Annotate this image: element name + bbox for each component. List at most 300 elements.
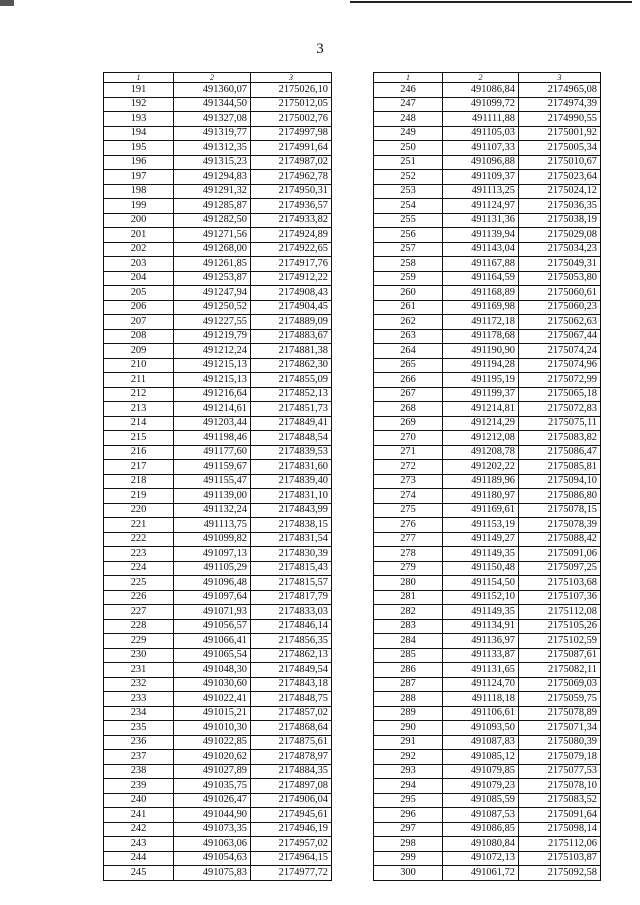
point-number-cell: 238 bbox=[104, 764, 174, 779]
point-number-cell: 254 bbox=[374, 199, 443, 214]
point-number-cell: 269 bbox=[374, 416, 443, 431]
x-coordinate-cell: 491086,84 bbox=[443, 83, 519, 98]
table-row bbox=[374, 315, 601, 330]
point-number-cell: 201 bbox=[104, 228, 174, 243]
y-coordinate-cell: 2174987,02 bbox=[251, 155, 332, 170]
point-number-cell: 296 bbox=[374, 808, 443, 823]
y-coordinate-cell: 2174848,75 bbox=[251, 692, 332, 707]
coordinates-table-left bbox=[103, 72, 332, 881]
table-row bbox=[104, 402, 332, 417]
x-coordinate-cell: 491134,91 bbox=[443, 619, 519, 634]
x-coordinate-cell: 491164,59 bbox=[443, 271, 519, 286]
y-coordinate-cell: 2174990,55 bbox=[519, 112, 601, 127]
point-number-cell: 295 bbox=[374, 793, 443, 808]
point-number-cell: 288 bbox=[374, 692, 443, 707]
y-coordinate-cell: 2174957,02 bbox=[251, 837, 332, 852]
point-number-cell: 233 bbox=[104, 692, 174, 707]
x-coordinate-cell: 491360,07 bbox=[174, 83, 251, 98]
table-row bbox=[104, 866, 332, 881]
x-coordinate-cell: 491072,13 bbox=[443, 851, 519, 866]
table-row bbox=[104, 460, 332, 475]
point-number-cell: 223 bbox=[104, 547, 174, 562]
table-row bbox=[104, 329, 332, 344]
point-number-cell: 260 bbox=[374, 286, 443, 301]
y-coordinate-cell: 2175086,47 bbox=[519, 445, 601, 460]
y-coordinate-cell: 2174838,15 bbox=[251, 518, 332, 533]
y-coordinate-cell: 2174883,67 bbox=[251, 329, 332, 344]
point-number-cell: 280 bbox=[374, 576, 443, 591]
y-coordinate-cell: 2175071,34 bbox=[519, 721, 601, 736]
point-number-cell: 203 bbox=[104, 257, 174, 272]
y-coordinate-cell: 2174831,60 bbox=[251, 460, 332, 475]
table-row bbox=[374, 503, 601, 518]
y-coordinate-cell: 2175002,76 bbox=[251, 112, 332, 127]
point-number-cell: 222 bbox=[104, 532, 174, 547]
table-row bbox=[374, 228, 601, 243]
y-coordinate-cell: 2175077,53 bbox=[519, 764, 601, 779]
point-number-cell: 228 bbox=[104, 619, 174, 634]
y-coordinate-cell: 2175062,63 bbox=[519, 315, 601, 330]
x-coordinate-cell: 491168,89 bbox=[443, 286, 519, 301]
point-number-cell: 227 bbox=[104, 605, 174, 620]
y-coordinate-cell: 2174977,72 bbox=[251, 866, 332, 881]
y-coordinate-cell: 2175098,14 bbox=[519, 822, 601, 837]
point-number-cell: 194 bbox=[104, 126, 174, 141]
point-number-cell: 205 bbox=[104, 286, 174, 301]
point-number-cell: 212 bbox=[104, 387, 174, 402]
point-number-cell: 287 bbox=[374, 677, 443, 692]
x-coordinate-cell: 491133,87 bbox=[443, 648, 519, 663]
y-coordinate-cell: 2174945,61 bbox=[251, 808, 332, 823]
x-coordinate-cell: 491154,50 bbox=[443, 576, 519, 591]
x-coordinate-cell: 491113,25 bbox=[443, 184, 519, 199]
y-coordinate-cell: 2175075,11 bbox=[519, 416, 601, 431]
x-coordinate-cell: 491214,81 bbox=[443, 402, 519, 417]
x-coordinate-cell: 491150,48 bbox=[443, 561, 519, 576]
point-number-cell: 244 bbox=[104, 851, 174, 866]
y-coordinate-cell: 2174833,03 bbox=[251, 605, 332, 620]
table-row bbox=[374, 344, 601, 359]
point-number-cell: 298 bbox=[374, 837, 443, 852]
x-coordinate-cell: 491159,67 bbox=[174, 460, 251, 475]
table-row bbox=[104, 489, 332, 504]
x-coordinate-cell: 491216,64 bbox=[174, 387, 251, 402]
point-number-cell: 193 bbox=[104, 112, 174, 127]
table-row bbox=[374, 677, 601, 692]
point-number-cell: 236 bbox=[104, 735, 174, 750]
x-coordinate-cell: 491113,75 bbox=[174, 518, 251, 533]
x-coordinate-cell: 491215,13 bbox=[174, 373, 251, 388]
table-row bbox=[374, 271, 601, 286]
y-coordinate-cell: 2174906,04 bbox=[251, 793, 332, 808]
point-number-cell: 270 bbox=[374, 431, 443, 446]
table-row bbox=[374, 590, 601, 605]
point-number-cell: 209 bbox=[104, 344, 174, 359]
table-row bbox=[104, 663, 332, 678]
x-coordinate-cell: 491172,18 bbox=[443, 315, 519, 330]
table-row bbox=[374, 329, 601, 344]
table-row bbox=[104, 126, 332, 141]
table-row bbox=[374, 373, 601, 388]
x-coordinate-cell: 491190,90 bbox=[443, 344, 519, 359]
point-number-cell: 279 bbox=[374, 561, 443, 576]
table-header-row bbox=[374, 73, 601, 83]
table-row bbox=[104, 141, 332, 156]
table-row bbox=[104, 648, 332, 663]
x-coordinate-cell: 491315,23 bbox=[174, 155, 251, 170]
table-row bbox=[374, 750, 601, 765]
table-row bbox=[374, 300, 601, 315]
point-number-cell: 245 bbox=[104, 866, 174, 881]
y-coordinate-cell: 2174974,39 bbox=[519, 97, 601, 112]
y-coordinate-cell: 2174917,76 bbox=[251, 257, 332, 272]
table-row bbox=[374, 547, 601, 562]
x-coordinate-cell: 491097,64 bbox=[174, 590, 251, 605]
point-number-cell: 202 bbox=[104, 242, 174, 257]
point-number-cell: 230 bbox=[104, 648, 174, 663]
x-coordinate-cell: 491035,75 bbox=[174, 779, 251, 794]
table-row bbox=[374, 460, 601, 475]
table-row bbox=[104, 286, 332, 301]
point-number-cell: 263 bbox=[374, 329, 443, 344]
point-number-cell: 232 bbox=[104, 677, 174, 692]
y-coordinate-cell: 2174839,53 bbox=[251, 445, 332, 460]
x-coordinate-cell: 491022,85 bbox=[174, 735, 251, 750]
y-coordinate-cell: 2175080,39 bbox=[519, 735, 601, 750]
x-coordinate-cell: 491149,35 bbox=[443, 547, 519, 562]
table-row bbox=[104, 547, 332, 562]
table-row bbox=[104, 764, 332, 779]
y-coordinate-cell: 2175103,87 bbox=[519, 851, 601, 866]
y-coordinate-cell: 2174831,10 bbox=[251, 489, 332, 504]
x-coordinate-cell: 491079,23 bbox=[443, 779, 519, 794]
y-coordinate-cell: 2175072,83 bbox=[519, 402, 601, 417]
table-row bbox=[374, 199, 601, 214]
table-row bbox=[104, 692, 332, 707]
table-row bbox=[104, 634, 332, 649]
y-coordinate-cell: 2174950,31 bbox=[251, 184, 332, 199]
x-coordinate-cell: 491143,04 bbox=[443, 242, 519, 257]
y-coordinate-cell: 2174815,57 bbox=[251, 576, 332, 591]
point-number-cell: 215 bbox=[104, 431, 174, 446]
table-row bbox=[374, 387, 601, 402]
y-coordinate-cell: 2174846,14 bbox=[251, 619, 332, 634]
point-number-cell: 221 bbox=[104, 518, 174, 533]
x-coordinate-cell: 491319,77 bbox=[174, 126, 251, 141]
x-coordinate-cell: 491136,97 bbox=[443, 634, 519, 649]
table-row bbox=[104, 837, 332, 852]
table-row bbox=[104, 213, 332, 228]
table-row bbox=[374, 416, 601, 431]
x-coordinate-cell: 491020,62 bbox=[174, 750, 251, 765]
point-number-cell: 207 bbox=[104, 315, 174, 330]
y-coordinate-cell: 2174851,73 bbox=[251, 402, 332, 417]
point-number-cell: 217 bbox=[104, 460, 174, 475]
table-row bbox=[104, 590, 332, 605]
column-header-number: 1 bbox=[374, 73, 443, 83]
y-coordinate-cell: 2175060,23 bbox=[519, 300, 601, 315]
table-row bbox=[374, 242, 601, 257]
table-row bbox=[104, 271, 332, 286]
y-coordinate-cell: 2175069,03 bbox=[519, 677, 601, 692]
table-header-row bbox=[104, 73, 332, 83]
point-number-cell: 274 bbox=[374, 489, 443, 504]
table-row bbox=[374, 619, 601, 634]
point-number-cell: 206 bbox=[104, 300, 174, 315]
y-coordinate-cell: 2174848,54 bbox=[251, 431, 332, 446]
point-number-cell: 285 bbox=[374, 648, 443, 663]
header-rule bbox=[350, 1, 632, 3]
y-coordinate-cell: 2175072,99 bbox=[519, 373, 601, 388]
point-number-cell: 242 bbox=[104, 822, 174, 837]
x-coordinate-cell: 491250,52 bbox=[174, 300, 251, 315]
x-coordinate-cell: 491106,61 bbox=[443, 706, 519, 721]
point-number-cell: 259 bbox=[374, 271, 443, 286]
column-header-y: 3 bbox=[251, 73, 332, 83]
x-coordinate-cell: 491169,98 bbox=[443, 300, 519, 315]
point-number-cell: 277 bbox=[374, 532, 443, 547]
point-number-cell: 282 bbox=[374, 605, 443, 620]
y-coordinate-cell: 2175086,80 bbox=[519, 489, 601, 504]
y-coordinate-cell: 2175049,31 bbox=[519, 257, 601, 272]
point-number-cell: 294 bbox=[374, 779, 443, 794]
y-coordinate-cell: 2175074,24 bbox=[519, 344, 601, 359]
point-number-cell: 192 bbox=[104, 97, 174, 112]
point-number-cell: 293 bbox=[374, 764, 443, 779]
table-row bbox=[104, 228, 332, 243]
x-coordinate-cell: 491253,87 bbox=[174, 271, 251, 286]
table-row bbox=[104, 619, 332, 634]
y-coordinate-cell: 2175067,44 bbox=[519, 329, 601, 344]
x-coordinate-cell: 491261,85 bbox=[174, 257, 251, 272]
point-number-cell: 224 bbox=[104, 561, 174, 576]
x-coordinate-cell: 491065,54 bbox=[174, 648, 251, 663]
x-coordinate-cell: 491015,21 bbox=[174, 706, 251, 721]
table-row bbox=[104, 373, 332, 388]
table-row bbox=[104, 300, 332, 315]
y-coordinate-cell: 2175001,92 bbox=[519, 126, 601, 141]
y-coordinate-cell: 2175094,10 bbox=[519, 474, 601, 489]
y-coordinate-cell: 2174991,64 bbox=[251, 141, 332, 156]
table-row bbox=[374, 141, 601, 156]
y-coordinate-cell: 2175083,82 bbox=[519, 431, 601, 446]
x-coordinate-cell: 491198,46 bbox=[174, 431, 251, 446]
x-coordinate-cell: 491199,37 bbox=[443, 387, 519, 402]
y-coordinate-cell: 2174936,57 bbox=[251, 199, 332, 214]
x-coordinate-cell: 491044,90 bbox=[174, 808, 251, 823]
y-coordinate-cell: 2174881,38 bbox=[251, 344, 332, 359]
table-row bbox=[374, 518, 601, 533]
x-coordinate-cell: 491063,06 bbox=[174, 837, 251, 852]
y-coordinate-cell: 2174878,97 bbox=[251, 750, 332, 765]
table-row bbox=[104, 576, 332, 591]
y-coordinate-cell: 2174924,89 bbox=[251, 228, 332, 243]
point-number-cell: 235 bbox=[104, 721, 174, 736]
table-row bbox=[104, 851, 332, 866]
table-row bbox=[374, 489, 601, 504]
point-number-cell: 272 bbox=[374, 460, 443, 475]
y-coordinate-cell: 2174817,79 bbox=[251, 590, 332, 605]
x-coordinate-cell: 491344,50 bbox=[174, 97, 251, 112]
point-number-cell: 281 bbox=[374, 590, 443, 605]
x-coordinate-cell: 491294,83 bbox=[174, 170, 251, 185]
x-coordinate-cell: 491061,72 bbox=[443, 866, 519, 881]
table-row bbox=[374, 155, 601, 170]
point-number-cell: 196 bbox=[104, 155, 174, 170]
y-coordinate-cell: 2175053,80 bbox=[519, 271, 601, 286]
table-row bbox=[104, 706, 332, 721]
y-coordinate-cell: 2174933,82 bbox=[251, 213, 332, 228]
y-coordinate-cell: 2174912,22 bbox=[251, 271, 332, 286]
x-coordinate-cell: 491022,41 bbox=[174, 692, 251, 707]
x-coordinate-cell: 491026,47 bbox=[174, 793, 251, 808]
point-number-cell: 300 bbox=[374, 866, 443, 881]
y-coordinate-cell: 2175038,19 bbox=[519, 213, 601, 228]
point-number-cell: 299 bbox=[374, 851, 443, 866]
y-coordinate-cell: 2174862,13 bbox=[251, 648, 332, 663]
x-coordinate-cell: 491189,96 bbox=[443, 474, 519, 489]
y-coordinate-cell: 2175078,89 bbox=[519, 706, 601, 721]
point-number-cell: 246 bbox=[374, 83, 443, 98]
table-row bbox=[104, 793, 332, 808]
x-coordinate-cell: 491056,57 bbox=[174, 619, 251, 634]
y-coordinate-cell: 2175065,18 bbox=[519, 387, 601, 402]
table-row bbox=[104, 532, 332, 547]
point-number-cell: 198 bbox=[104, 184, 174, 199]
column-header-x: 2 bbox=[174, 73, 251, 83]
y-coordinate-cell: 2175088,42 bbox=[519, 532, 601, 547]
y-coordinate-cell: 2174897,08 bbox=[251, 779, 332, 794]
x-coordinate-cell: 491219,79 bbox=[174, 329, 251, 344]
y-coordinate-cell: 2175005,34 bbox=[519, 141, 601, 156]
x-coordinate-cell: 491079,85 bbox=[443, 764, 519, 779]
y-coordinate-cell: 2175112,08 bbox=[519, 605, 601, 620]
y-coordinate-cell: 2174862,30 bbox=[251, 358, 332, 373]
x-coordinate-cell: 491131,65 bbox=[443, 663, 519, 678]
y-coordinate-cell: 2175036,35 bbox=[519, 199, 601, 214]
x-coordinate-cell: 491203,44 bbox=[174, 416, 251, 431]
y-coordinate-cell: 2174904,45 bbox=[251, 300, 332, 315]
table-row bbox=[104, 112, 332, 127]
y-coordinate-cell: 2174889,09 bbox=[251, 315, 332, 330]
table-row bbox=[374, 706, 601, 721]
y-coordinate-cell: 2175082,11 bbox=[519, 663, 601, 678]
x-coordinate-cell: 491124,97 bbox=[443, 199, 519, 214]
table-row bbox=[374, 648, 601, 663]
x-coordinate-cell: 491268,00 bbox=[174, 242, 251, 257]
y-coordinate-cell: 2174843,18 bbox=[251, 677, 332, 692]
y-coordinate-cell: 2174849,54 bbox=[251, 663, 332, 678]
point-number-cell: 220 bbox=[104, 503, 174, 518]
y-coordinate-cell: 2175078,10 bbox=[519, 779, 601, 794]
y-coordinate-cell: 2175034,23 bbox=[519, 242, 601, 257]
y-coordinate-cell: 2174908,43 bbox=[251, 286, 332, 301]
y-coordinate-cell: 2174843,99 bbox=[251, 503, 332, 518]
table-row bbox=[104, 344, 332, 359]
table-row bbox=[374, 735, 601, 750]
table-row bbox=[104, 97, 332, 112]
point-number-cell: 249 bbox=[374, 126, 443, 141]
table-row bbox=[374, 866, 601, 881]
y-coordinate-cell: 2174922,65 bbox=[251, 242, 332, 257]
x-coordinate-cell: 491080,84 bbox=[443, 837, 519, 852]
point-number-cell: 286 bbox=[374, 663, 443, 678]
point-number-cell: 218 bbox=[104, 474, 174, 489]
y-coordinate-cell: 2175012,05 bbox=[251, 97, 332, 112]
table-row bbox=[374, 764, 601, 779]
y-coordinate-cell: 2174997,98 bbox=[251, 126, 332, 141]
x-coordinate-cell: 491214,61 bbox=[174, 402, 251, 417]
point-number-cell: 275 bbox=[374, 503, 443, 518]
point-number-cell: 261 bbox=[374, 300, 443, 315]
point-number-cell: 237 bbox=[104, 750, 174, 765]
table-row bbox=[374, 808, 601, 823]
point-number-cell: 262 bbox=[374, 315, 443, 330]
table-row bbox=[374, 605, 601, 620]
x-coordinate-cell: 491048,30 bbox=[174, 663, 251, 678]
table-row bbox=[374, 634, 601, 649]
point-number-cell: 297 bbox=[374, 822, 443, 837]
y-coordinate-cell: 2175078,39 bbox=[519, 518, 601, 533]
table-row bbox=[374, 721, 601, 736]
table-row bbox=[104, 416, 332, 431]
table-row bbox=[374, 779, 601, 794]
table-row bbox=[374, 170, 601, 185]
x-coordinate-cell: 491010,30 bbox=[174, 721, 251, 736]
x-coordinate-cell: 491097,13 bbox=[174, 547, 251, 562]
x-coordinate-cell: 491153,19 bbox=[443, 518, 519, 533]
y-coordinate-cell: 2174849,41 bbox=[251, 416, 332, 431]
table-row bbox=[374, 358, 601, 373]
point-number-cell: 214 bbox=[104, 416, 174, 431]
point-number-cell: 289 bbox=[374, 706, 443, 721]
x-coordinate-cell: 491096,88 bbox=[443, 155, 519, 170]
y-coordinate-cell: 2174831,54 bbox=[251, 532, 332, 547]
column-header-y: 3 bbox=[519, 73, 601, 83]
table-row bbox=[374, 83, 601, 98]
y-coordinate-cell: 2175091,06 bbox=[519, 547, 601, 562]
x-coordinate-cell: 491087,53 bbox=[443, 808, 519, 823]
y-coordinate-cell: 2174857,02 bbox=[251, 706, 332, 721]
x-coordinate-cell: 491282,50 bbox=[174, 213, 251, 228]
point-number-cell: 200 bbox=[104, 213, 174, 228]
point-number-cell: 268 bbox=[374, 402, 443, 417]
table-row bbox=[374, 213, 601, 228]
x-coordinate-cell: 491167,88 bbox=[443, 257, 519, 272]
x-coordinate-cell: 491155,47 bbox=[174, 474, 251, 489]
y-coordinate-cell: 2174852,13 bbox=[251, 387, 332, 402]
x-coordinate-cell: 491131,36 bbox=[443, 213, 519, 228]
y-coordinate-cell: 2174875,61 bbox=[251, 735, 332, 750]
point-number-cell: 216 bbox=[104, 445, 174, 460]
x-coordinate-cell: 491212,24 bbox=[174, 344, 251, 359]
x-coordinate-cell: 491030,60 bbox=[174, 677, 251, 692]
y-coordinate-cell: 2175107,36 bbox=[519, 590, 601, 605]
table-row bbox=[104, 358, 332, 373]
point-number-cell: 240 bbox=[104, 793, 174, 808]
x-coordinate-cell: 491312,35 bbox=[174, 141, 251, 156]
y-coordinate-cell: 2175078,15 bbox=[519, 503, 601, 518]
table-row bbox=[104, 677, 332, 692]
x-coordinate-cell: 491073,35 bbox=[174, 822, 251, 837]
table-row bbox=[374, 561, 601, 576]
x-coordinate-cell: 491139,00 bbox=[174, 489, 251, 504]
x-coordinate-cell: 491085,59 bbox=[443, 793, 519, 808]
point-number-cell: 191 bbox=[104, 83, 174, 98]
table-row bbox=[104, 518, 332, 533]
y-coordinate-cell: 2174964,15 bbox=[251, 851, 332, 866]
x-coordinate-cell: 491118,18 bbox=[443, 692, 519, 707]
